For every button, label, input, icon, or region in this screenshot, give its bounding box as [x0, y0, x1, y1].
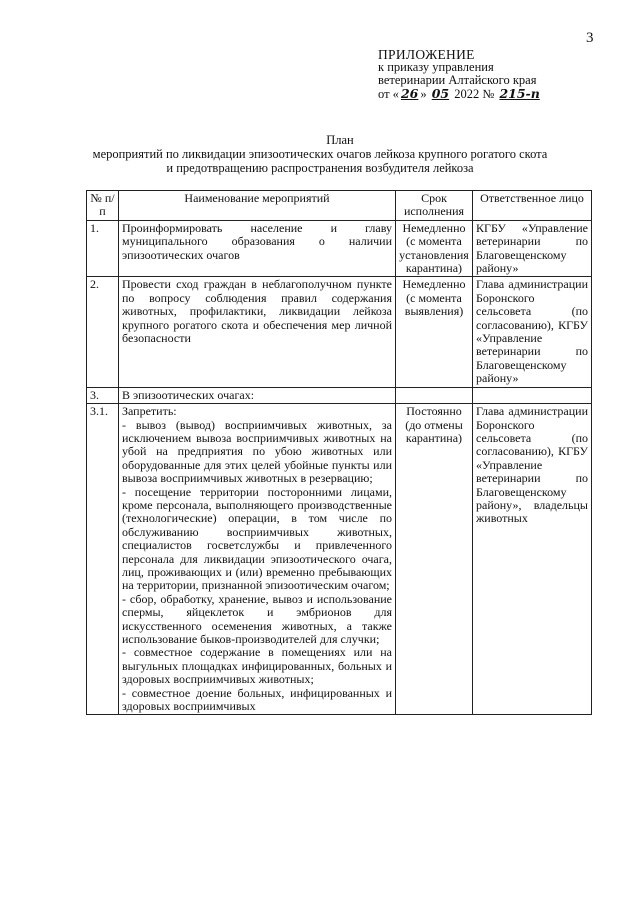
row-responsible	[473, 387, 592, 403]
date-year-no: 2022 №	[454, 87, 495, 101]
plan-subtitle-2: и предотвращению распространения возбудителя лейкоза	[166, 161, 474, 175]
table-row	[87, 404, 592, 715]
plan-heading	[0, 133, 640, 175]
row-responsible: Глава администрации Боронского сельсовета (по согласованию), КГБУ «Управление ветеринарии по Благовещенскому району», владельцы животных	[473, 404, 592, 715]
table-row	[87, 277, 592, 387]
row-term: Немедленно (с момента установления карантина)	[396, 220, 473, 277]
appendix-line2: ветеринарии Алтайского края	[378, 73, 537, 87]
date-mid: »	[420, 87, 427, 101]
action-item: - совместное доение больных, инфицированных и здоровых восприимчивых	[122, 685, 392, 714]
header-action: Наименование мероприятий	[119, 191, 396, 221]
date-day: 26	[400, 86, 419, 101]
action-item: - посещение территории посторонними лицами, кроме персонала, выполняющего производственные (технологические) операции, в том числе по обслуживанию восприимчивых животных, специалистов госветслужбы и привлеченного персонала для ликвидации эпизоотического очага, лиц, проживающих и (или) временно пребывающих на территории, признанной эпизоотическим очагом;	[122, 484, 392, 593]
date-month: 05	[431, 86, 450, 101]
row-num: 1.	[87, 220, 119, 277]
row-action: Проинформировать население и главу муниципального образования о наличии эпизоотических очагов	[119, 220, 396, 277]
appendix-date-line	[378, 87, 542, 101]
row-responsible: КГБУ «Управление ветеринарии по Благовещенскому району»	[473, 220, 592, 277]
table-row	[87, 220, 592, 277]
appendix-header	[378, 48, 542, 101]
row-term	[396, 387, 473, 403]
row-num: 3.	[87, 387, 119, 403]
table-row	[87, 387, 592, 403]
action-item: - совместное содержание в помещениях или на выгульных площадках инфицированных, больных и здоровых восприимчивых животных;	[122, 645, 392, 687]
table-header-row	[87, 191, 592, 221]
header-responsible: Ответственное лицо	[473, 191, 592, 221]
order-number: 215-п	[499, 86, 540, 101]
page-number: 3	[586, 30, 594, 46]
row-action: В эпизоотических очагах:	[119, 387, 396, 403]
row-action	[119, 404, 396, 715]
action-item: - сбор, обработку, хранение, вывоз и использование спермы, яйцеклеток и эмбрионов для искусственного осеменения животных, а также использование быков-производителей для случки;	[122, 591, 392, 646]
header-num: № п/п	[87, 191, 119, 221]
date-prefix: от «	[378, 87, 399, 101]
measures-table	[86, 190, 592, 715]
row-responsible: Глава администрации Боронского сельсовета (по согласованию), КГБУ «Управление ветеринарии по Благовещенскому району»	[473, 277, 592, 387]
row-term: Постоянно (до отмены карантина)	[396, 404, 473, 715]
plan-subtitle-1: мероприятий по ликвидации эпизоотических очагов лейкоза крупного рогатого скота	[92, 147, 548, 161]
action-item: - вывоз (вывод) восприимчивых животных, за исключением вывоза восприимчивых животных на убой на предприятия по убою животных или оборудованные для этих целей убойные пункты или вывоза восприимчивых животных в резервацию;	[122, 417, 392, 486]
appendix-line1: к приказу управления	[378, 60, 494, 74]
row-num: 3.1.	[87, 404, 119, 715]
action-title: Запретить:	[122, 404, 177, 419]
row-action: Провести сход граждан в неблагополучном пункте по вопросу соблюдения правил содержания животных, профилактики, ликвидации лейкоза крупного рогатого скота и обеспечения мер личной безопасности	[119, 277, 396, 387]
plan-title: План	[326, 133, 354, 147]
row-term: Немедленно (с момента выявления)	[396, 277, 473, 387]
appendix-title: ПРИЛОЖЕНИЕ	[378, 47, 475, 62]
row-num: 2.	[87, 277, 119, 387]
header-term: Срок исполнения	[396, 191, 473, 221]
